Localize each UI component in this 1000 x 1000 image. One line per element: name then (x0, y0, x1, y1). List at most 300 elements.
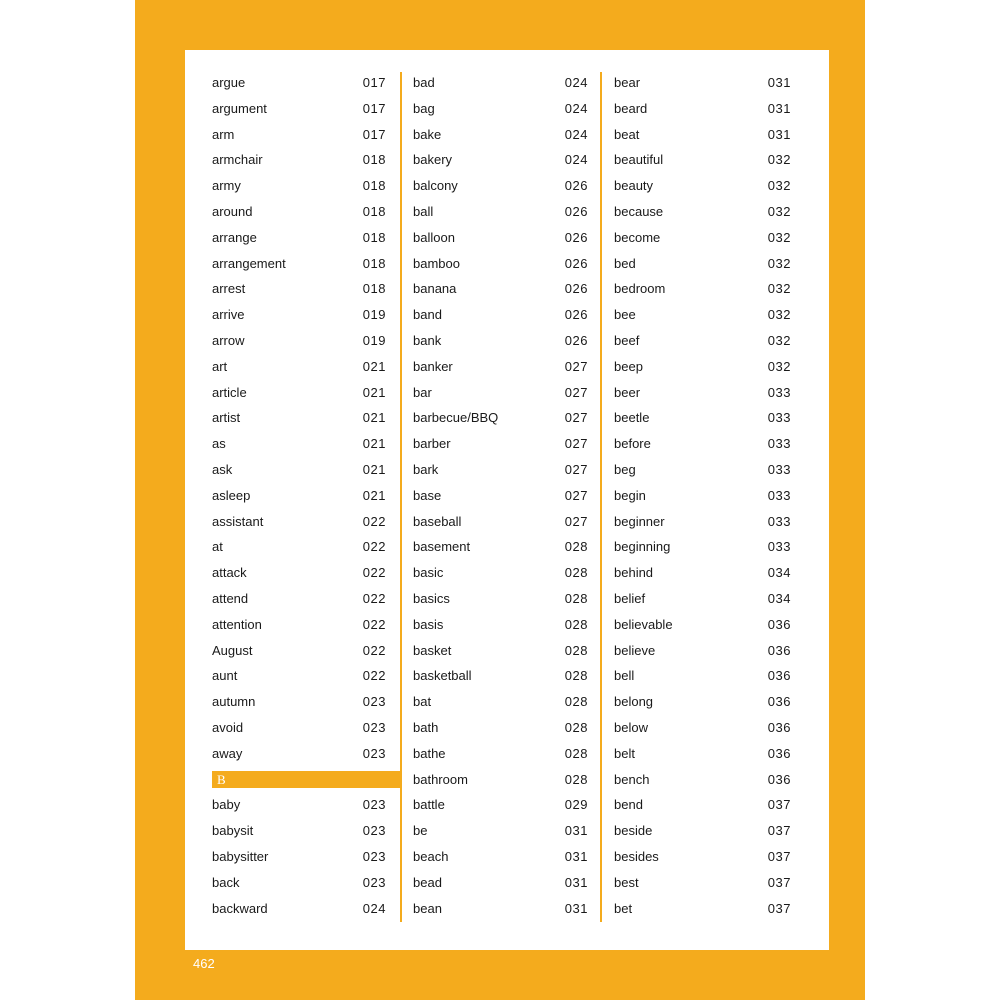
index-entry (614, 715, 791, 741)
index-entry (413, 483, 588, 509)
entry-word: beg (614, 461, 636, 477)
index-entry (212, 328, 386, 354)
entry-page-number: 027 (564, 358, 588, 374)
index-entry (212, 483, 386, 509)
index-entry (413, 844, 588, 870)
entry-page-number: 026 (564, 229, 588, 245)
entry-word: art (212, 358, 228, 374)
entry-page-number: 022 (362, 590, 386, 606)
entry-page-number: 021 (362, 436, 386, 452)
index-entry (413, 534, 588, 560)
entry-page-number: 027 (564, 384, 588, 400)
entry-page-number: 028 (564, 616, 588, 632)
index-entry (413, 870, 588, 896)
entry-word: beep (614, 358, 643, 374)
index-entry (413, 509, 588, 535)
entry-page-number: 022 (362, 642, 386, 658)
entry-word: bank (413, 332, 442, 348)
entry-page-number: 032 (767, 358, 791, 374)
entry-word: beef (614, 332, 640, 348)
entry-word: back (212, 874, 240, 890)
index-entry (413, 328, 588, 354)
entry-word: bakery (413, 152, 453, 168)
entry-page-number: 037 (767, 900, 791, 916)
index-entry (212, 586, 386, 612)
index-entry (212, 870, 386, 896)
index-entry (614, 354, 791, 380)
index-entry (413, 457, 588, 483)
index-entry (614, 792, 791, 818)
entry-word: become (614, 229, 661, 245)
entry-page-number: 032 (767, 307, 791, 323)
index-entry (212, 147, 386, 173)
index-entry (413, 405, 588, 431)
index-entry (212, 689, 386, 715)
index-entry (212, 251, 386, 277)
index-entry (413, 122, 588, 148)
entry-word: believe (614, 642, 656, 658)
index-entry (614, 173, 791, 199)
entry-page-number: 033 (767, 384, 791, 400)
index-entry (614, 586, 791, 612)
entry-word: baseball (413, 513, 462, 529)
entry-page-number: 024 (362, 900, 386, 916)
index-entry (413, 612, 588, 638)
index-entry (212, 225, 386, 251)
index-entry (212, 302, 386, 328)
entry-word: ball (413, 203, 434, 219)
entry-word: barber (413, 436, 451, 452)
column-divider (600, 72, 602, 922)
entry-page-number: 022 (362, 565, 386, 581)
index-entry (212, 405, 386, 431)
entry-page-number: 018 (362, 152, 386, 168)
entry-page-number: 037 (767, 823, 791, 839)
entry-word: bat (413, 694, 432, 710)
entry-page-number: 028 (564, 539, 588, 555)
entry-page-number: 031 (564, 874, 588, 890)
index-entry (413, 431, 588, 457)
entry-word: as (212, 436, 226, 452)
entry-page-number: 023 (362, 823, 386, 839)
entry-word: babysitter (212, 848, 269, 864)
entry-word: away (212, 745, 243, 761)
entry-page-number: 021 (362, 487, 386, 503)
entry-page-number: 027 (564, 461, 588, 477)
entry-word: begin (614, 487, 646, 503)
entry-page-number: 031 (767, 100, 791, 116)
entry-page-number: 023 (362, 848, 386, 864)
entry-word: bead (413, 874, 442, 890)
index-entry (413, 560, 588, 586)
index-entry (413, 70, 588, 96)
index-entry (413, 715, 588, 741)
entry-page-number: 032 (767, 229, 791, 245)
entry-word: argument (212, 100, 267, 116)
entry-word: besides (614, 848, 659, 864)
entry-page-number: 036 (767, 642, 791, 658)
entry-page-number: 033 (767, 436, 791, 452)
entry-page-number: 019 (362, 332, 386, 348)
entry-page-number: 037 (767, 797, 791, 813)
entry-word: bark (413, 461, 439, 477)
index-entry (413, 896, 588, 922)
entry-word: best (614, 874, 639, 890)
index-entry (212, 741, 386, 767)
entry-word: backward (212, 900, 268, 916)
index-entry (614, 663, 791, 689)
entry-word: babysit (212, 823, 254, 839)
index-entry (614, 251, 791, 277)
entry-page-number: 031 (767, 75, 791, 90)
entry-word: bed (614, 255, 636, 271)
index-entry (413, 96, 588, 122)
entry-word: barbecue/BBQ (413, 410, 499, 426)
index-entry (212, 715, 386, 741)
index-entry (413, 767, 588, 793)
index-entry (614, 122, 791, 148)
index-entry (614, 870, 791, 896)
entry-page-number: 032 (767, 255, 791, 271)
entry-word: bench (614, 771, 650, 787)
entry-word: arrangement (212, 255, 286, 271)
entry-word: basket (413, 642, 452, 658)
entry-word: arrange (212, 229, 257, 245)
index-entry (212, 896, 386, 922)
index-entry (212, 792, 386, 818)
entry-word: base (413, 487, 442, 503)
entry-word: beard (614, 100, 648, 116)
index-entry (212, 199, 386, 225)
index-entry (614, 96, 791, 122)
entry-word: argue (212, 75, 246, 90)
entry-word: attention (212, 616, 262, 632)
entry-page-number: 036 (767, 616, 791, 632)
entry-page-number: 036 (767, 668, 791, 684)
entry-word: basics (413, 590, 450, 606)
entry-word: beetle (614, 410, 650, 426)
index-entry (614, 818, 791, 844)
index-entry (212, 612, 386, 638)
entry-page-number: 022 (362, 513, 386, 529)
entry-page-number: 034 (767, 565, 791, 581)
entry-word: balcony (413, 178, 458, 194)
index-entry (212, 534, 386, 560)
index-entry (614, 199, 791, 225)
entry-word: bathe (413, 745, 446, 761)
entry-page-number: 024 (564, 126, 588, 142)
index-entry (413, 586, 588, 612)
entry-word: bee (614, 307, 636, 323)
index-entry (212, 844, 386, 870)
index-entry (614, 276, 791, 302)
entry-page-number: 037 (767, 848, 791, 864)
entry-word: below (614, 719, 648, 735)
entry-page-number: 028 (564, 719, 588, 735)
entry-word: basement (413, 539, 471, 555)
entry-word: aunt (212, 668, 238, 684)
index-entry (212, 509, 386, 535)
entry-word: beach (413, 848, 449, 864)
entry-word: bean (413, 900, 442, 916)
entry-page-number: 023 (362, 719, 386, 735)
entry-word: basic (413, 565, 444, 581)
index-entry (413, 689, 588, 715)
entry-page-number: 033 (767, 513, 791, 529)
entry-word: bend (614, 797, 643, 813)
entry-page-number: 027 (564, 410, 588, 426)
index-entry (413, 276, 588, 302)
index-entry (614, 560, 791, 586)
entry-page-number: 018 (362, 229, 386, 245)
entry-word: believable (614, 616, 673, 632)
entry-page-number: 017 (362, 126, 386, 142)
entry-word: beginner (614, 513, 665, 529)
entry-word: beat (614, 126, 640, 142)
index-entry (614, 612, 791, 638)
entry-page-number: 032 (767, 332, 791, 348)
entry-word: beautiful (614, 152, 664, 168)
index-entry (614, 483, 791, 509)
index-entry (614, 380, 791, 406)
entry-page-number: 033 (767, 539, 791, 555)
index-entry (413, 354, 588, 380)
entry-word: bear (614, 75, 641, 90)
entry-word: banana (413, 281, 457, 297)
entry-word: article (212, 384, 247, 400)
entry-word: beside (614, 823, 653, 839)
entry-word: basketball (413, 668, 472, 684)
entry-page-number: 028 (564, 745, 588, 761)
entry-page-number: 017 (362, 100, 386, 116)
entry-page-number: 029 (564, 797, 588, 813)
entry-word: band (413, 307, 442, 323)
entry-page-number: 026 (564, 203, 588, 219)
index-entry (614, 741, 791, 767)
entry-page-number: 024 (564, 100, 588, 116)
section-header (212, 767, 386, 793)
index-entry (614, 70, 791, 96)
entry-word: asleep (212, 487, 251, 503)
entry-page-number: 036 (767, 694, 791, 710)
index-entry (413, 199, 588, 225)
index-entry (212, 638, 386, 664)
index-entry (413, 380, 588, 406)
index-entry (614, 638, 791, 664)
entry-page-number: 022 (362, 668, 386, 684)
entry-page-number: 024 (564, 152, 588, 168)
index-entry (413, 173, 588, 199)
index-entry (413, 225, 588, 251)
index-entry (413, 147, 588, 173)
index-entry (614, 534, 791, 560)
entry-word: baby (212, 797, 241, 813)
index-entry (212, 663, 386, 689)
entry-page-number: 024 (564, 75, 588, 90)
entry-word: bell (614, 668, 635, 684)
entry-page-number: 023 (362, 797, 386, 813)
entry-word: bamboo (413, 255, 460, 271)
entry-page-number: 023 (362, 874, 386, 890)
entry-page-number: 033 (767, 461, 791, 477)
index-entry (413, 818, 588, 844)
entry-word: assistant (212, 513, 264, 529)
entry-page-number: 021 (362, 384, 386, 400)
entry-page-number: 028 (564, 642, 588, 658)
entry-word: bedroom (614, 281, 666, 297)
entry-page-number: 028 (564, 694, 588, 710)
entry-page-number: 031 (564, 900, 588, 916)
entry-word: around (212, 203, 253, 219)
index-entry (212, 380, 386, 406)
index-entry (614, 844, 791, 870)
entry-word: bag (413, 100, 435, 116)
entry-word: beauty (614, 178, 654, 194)
entry-page-number: 027 (564, 436, 588, 452)
entry-word: army (212, 178, 241, 194)
index-entry (413, 302, 588, 328)
entry-word: at (212, 539, 223, 555)
entry-word: autumn (212, 694, 256, 710)
index-entry (212, 431, 386, 457)
index-column-3 (614, 70, 791, 921)
index-entry (614, 147, 791, 173)
entry-page-number: 026 (564, 255, 588, 271)
entry-page-number: 036 (767, 745, 791, 761)
entry-page-number: 026 (564, 281, 588, 297)
entry-page-number: 031 (564, 823, 588, 839)
page-number: 462 (193, 956, 215, 971)
entry-page-number: 022 (362, 539, 386, 555)
entry-page-number: 026 (564, 178, 588, 194)
index-entry (212, 276, 386, 302)
index-entry (212, 173, 386, 199)
entry-page-number: 036 (767, 719, 791, 735)
entry-word: arrive (212, 307, 245, 323)
entry-word: before (614, 436, 651, 452)
entry-page-number: 028 (564, 565, 588, 581)
entry-page-number: 018 (362, 178, 386, 194)
entry-word: belief (614, 590, 646, 606)
entry-word: avoid (212, 719, 244, 735)
entry-page-number: 023 (362, 694, 386, 710)
index-entry (614, 225, 791, 251)
index-column-2 (413, 70, 588, 921)
entry-word: beer (614, 384, 641, 400)
entry-word: artist (212, 410, 241, 426)
entry-word: balloon (413, 229, 455, 245)
entry-page-number: 018 (362, 203, 386, 219)
index-entry (614, 431, 791, 457)
entry-page-number: 019 (362, 307, 386, 323)
entry-page-number: 022 (362, 616, 386, 632)
entry-page-number: 017 (362, 75, 386, 90)
entry-page-number: 031 (564, 848, 588, 864)
index-entry (614, 509, 791, 535)
entry-word: arm (212, 126, 235, 142)
entry-word: because (614, 203, 664, 219)
entry-page-number: 021 (362, 358, 386, 374)
index-entry (614, 405, 791, 431)
entry-page-number: 027 (564, 513, 588, 529)
entry-word: basis (413, 616, 444, 632)
entry-word: bad (413, 75, 435, 90)
entry-word: attend (212, 590, 249, 606)
entry-word: banker (413, 358, 453, 374)
entry-word: battle (413, 797, 445, 813)
entry-word: August (212, 642, 253, 658)
index-entry (614, 328, 791, 354)
entry-page-number: 028 (564, 668, 588, 684)
entry-page-number: 028 (564, 771, 588, 787)
entry-page-number: 033 (767, 487, 791, 503)
entry-page-number: 031 (767, 126, 791, 142)
index-entry (212, 354, 386, 380)
entry-word: arrow (212, 332, 245, 348)
entry-word: armchair (212, 152, 263, 168)
entry-page-number: 018 (362, 255, 386, 271)
entry-word: bar (413, 384, 432, 400)
index-entry (212, 457, 386, 483)
entry-page-number: 036 (767, 771, 791, 787)
entry-word: belong (614, 694, 654, 710)
entry-page-number: 027 (564, 487, 588, 503)
entry-page-number: 021 (362, 461, 386, 477)
entry-word: bath (413, 719, 439, 735)
entry-page-number: 037 (767, 874, 791, 890)
entry-page-number: 032 (767, 203, 791, 219)
index-column-1 (212, 70, 386, 921)
index-entry (212, 560, 386, 586)
entry-word: arrest (212, 281, 246, 297)
entry-page-number: 026 (564, 307, 588, 323)
entry-page-number: 033 (767, 410, 791, 426)
index-entry (212, 96, 386, 122)
index-entry (212, 122, 386, 148)
index-entry (614, 767, 791, 793)
index-entry (614, 896, 791, 922)
entry-page-number: 032 (767, 281, 791, 297)
section-header-bar (212, 771, 400, 788)
entry-page-number: 021 (362, 410, 386, 426)
section-letter: B (217, 771, 226, 787)
index-entry (212, 70, 386, 96)
entry-word: be (413, 823, 428, 839)
index-entry (614, 689, 791, 715)
entry-page-number: 034 (767, 590, 791, 606)
entry-page-number: 028 (564, 590, 588, 606)
entry-word: attack (212, 565, 247, 581)
index-entry (614, 302, 791, 328)
index-entry (413, 638, 588, 664)
index-entry (413, 792, 588, 818)
entry-page-number: 018 (362, 281, 386, 297)
index-entry (212, 818, 386, 844)
entry-word: bathroom (413, 771, 468, 787)
entry-page-number: 023 (362, 745, 386, 761)
index-entry (413, 741, 588, 767)
entry-word: ask (212, 461, 233, 477)
index-entry (413, 663, 588, 689)
index-entry (413, 251, 588, 277)
entry-page-number: 032 (767, 152, 791, 168)
entry-word: behind (614, 565, 654, 581)
entry-word: bet (614, 900, 633, 916)
column-divider (400, 72, 402, 922)
entry-page-number: 026 (564, 332, 588, 348)
entry-word: bake (413, 126, 442, 142)
entry-page-number: 032 (767, 178, 791, 194)
